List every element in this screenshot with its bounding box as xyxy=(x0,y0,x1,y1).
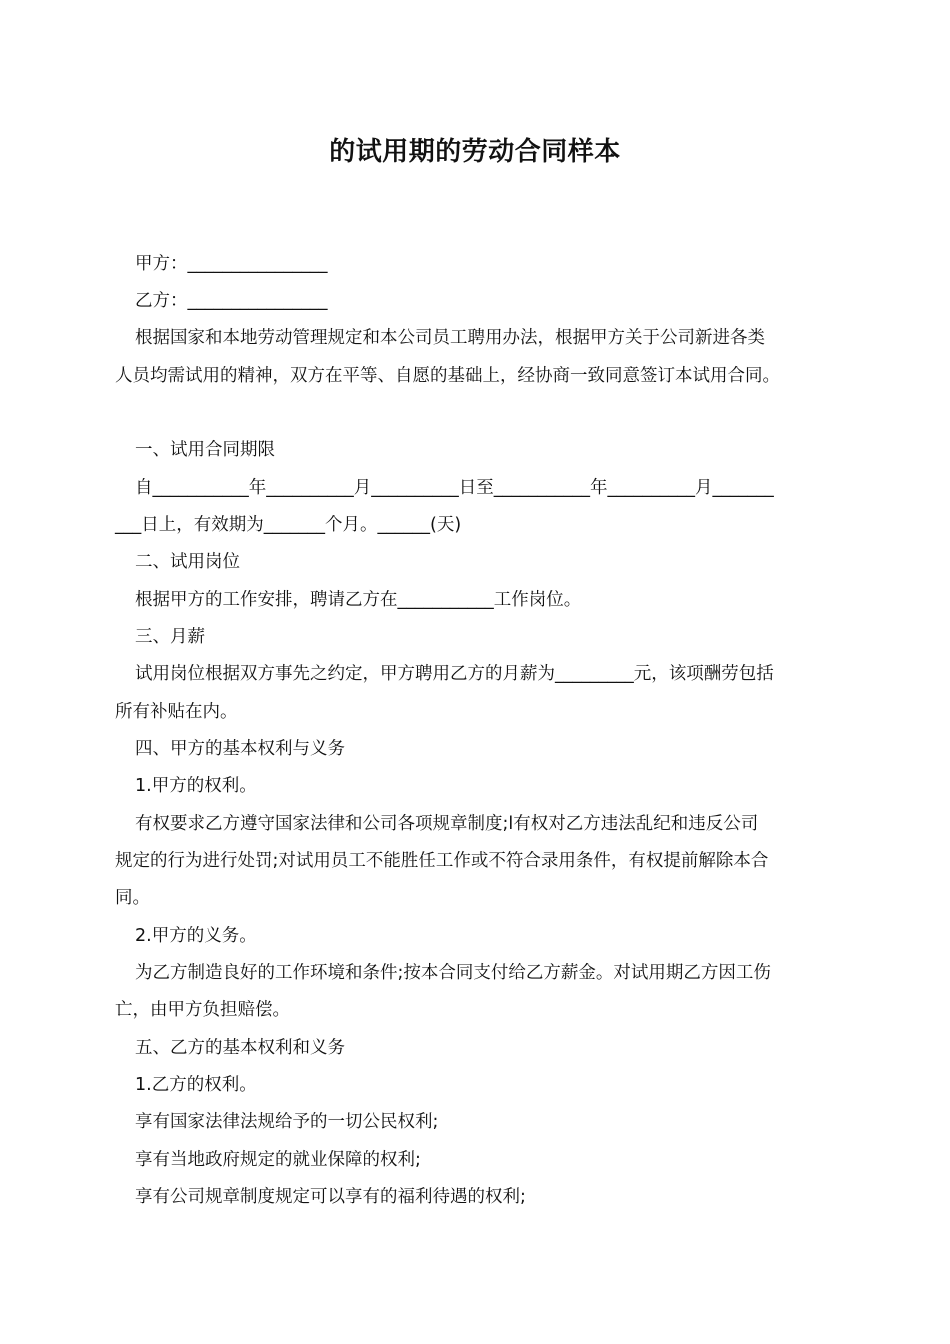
party-b-right-3: 享有公司规章制度规定可以享有的福利待遇的权利; xyxy=(135,1187,526,1207)
salary-line-2: 所有补贴在内。 xyxy=(115,702,238,722)
section-4-heading: 四、甲方的基本权利与义务 xyxy=(135,739,345,759)
position-line: 根据甲方的工作安排，聘请乙方在___________工作岗位。 xyxy=(135,590,582,610)
party-a-rights-line-2: 规定的行为进行处罚;对试用员工不能胜任工作或不符合录用条件，有权提前解除本合 xyxy=(115,851,769,871)
section-5-heading: 五、乙方的基本权利和义务 xyxy=(135,1038,345,1058)
party-a-duties-heading: 2.甲方的义务。 xyxy=(135,926,257,946)
term-line-2: ___日上，有效期为_______个月。______(天) xyxy=(115,515,462,535)
party-b-line: 乙方：________________ xyxy=(135,291,328,311)
party-b-rights-heading: 1.乙方的权利。 xyxy=(135,1075,257,1095)
section-1-heading: 一、试用合同期限 xyxy=(135,440,275,460)
section-2-heading: 二、试用岗位 xyxy=(135,552,240,572)
party-a-duties-line-1: 为乙方制造良好的工作环境和条件;按本合同支付给乙方薪金。对试用期乙方因工伤 xyxy=(135,963,771,983)
party-a-rights-line-1: 有权要求乙方遵守国家法律和公司各项规章制度;l有权对乙方违法乱纪和违反公司 xyxy=(135,814,759,834)
party-a-rights-line-3: 同。 xyxy=(115,888,150,908)
document-title: 的试用期的劳动合同样本 xyxy=(329,137,621,167)
preamble-line-1: 根据国家和本地劳动管理规定和本公司员工聘用办法，根据甲方关于公司新进各类 xyxy=(135,328,765,348)
party-a-rights-heading: 1.甲方的权利。 xyxy=(135,776,257,796)
term-line-1: 自___________年__________月__________日至___________年__________月_______ xyxy=(135,478,774,498)
preamble-line-2: 人员均需试用的精神，双方在平等、自愿的基础上，经协商一致同意签订本试用合同。 xyxy=(115,366,780,386)
party-a-duties-line-2: 亡，由甲方负担赔偿。 xyxy=(115,1000,290,1020)
salary-line-1: 试用岗位根据双方事先之约定，甲方聘用乙方的月薪为_________元，该项酬劳包括 xyxy=(135,664,774,684)
party-a-line: 甲方：________________ xyxy=(135,254,328,274)
party-b-right-1: 享有国家法律法规给予的一切公民权利; xyxy=(135,1112,439,1132)
section-3-heading: 三、月薪 xyxy=(135,627,205,647)
party-b-right-2: 享有当地政府规定的就业保障的权利; xyxy=(135,1150,421,1170)
